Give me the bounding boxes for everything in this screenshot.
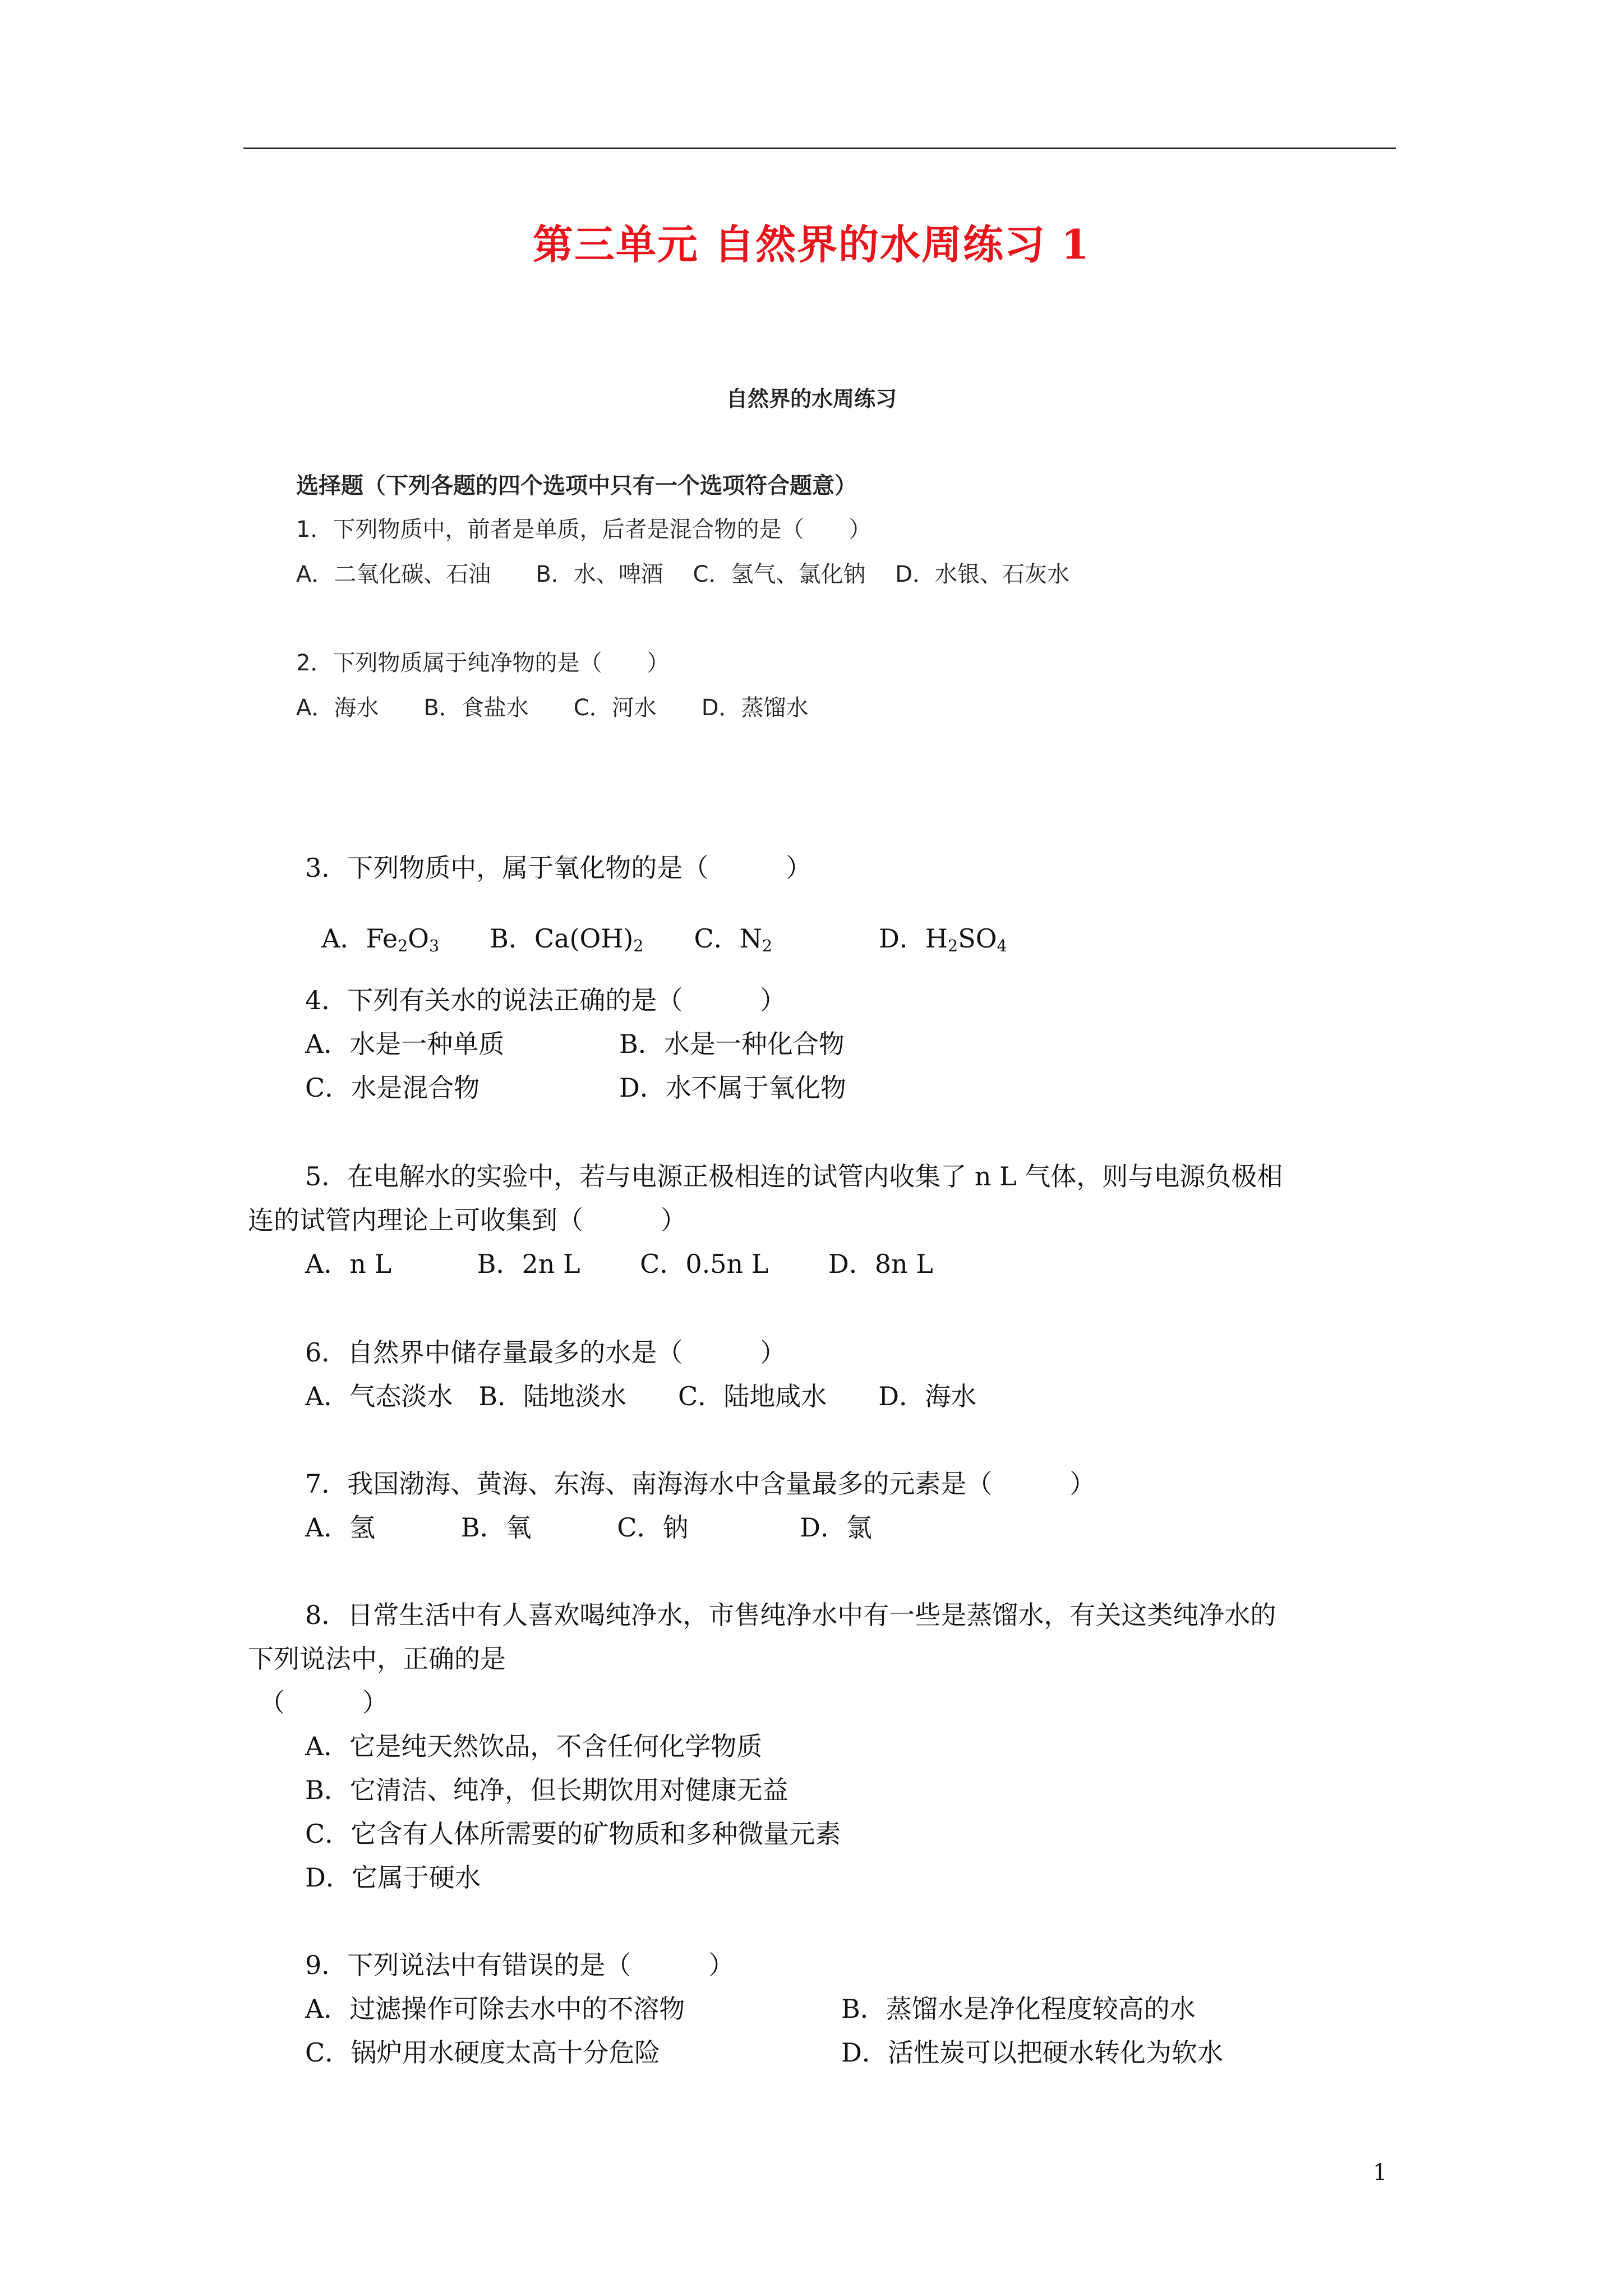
section-subtitle: 自然界的水周练习 xyxy=(726,386,897,411)
q5-stem-line1: 5．在电解水的实验中，若与电源正极相连的试管内收集了 n L 气体，则与电源负极相 xyxy=(305,1161,1283,1191)
q8-option-d: D．它属于硬水 xyxy=(305,1862,481,1893)
section-heading: 选择题（下列各题的四个选项中只有一个选项符合题意） xyxy=(296,473,857,499)
q8-stem-line2: 下列说法中，正确的是 xyxy=(248,1644,506,1674)
q7-options: A．氢 B．氧 C．钠 D．氯 xyxy=(305,1512,872,1543)
q1-options: A．二氧化碳、石油 B．水、啤酒 C．氢气、氯化钠 D．水银、石灰水 xyxy=(296,562,1069,587)
q3-option-d: D．$H_2SO_4$ xyxy=(879,923,1007,956)
q6-stem: 6．自然界中储存量最多的水是（ ） xyxy=(305,1337,786,1368)
q3-stem: 3．下列物质中，属于氧化物的是（ ） xyxy=(305,853,812,883)
q3-option-a: A．$Fe_2O_3$ xyxy=(321,923,440,956)
q7-stem: 7．我国渤海、黄海、东海、南海海水中含量最多的元素是（ ） xyxy=(305,1469,1096,1499)
q5-options: A．n L B．2n L C．0.5n L D．8n L xyxy=(305,1249,933,1279)
q8-option-a: A．它是纯天然饮品，不含任何化学物质 xyxy=(305,1731,763,1761)
page-title: 第三单元 自然界的水周练习 1 xyxy=(532,220,1091,268)
q2-stem: 2．下列物质属于纯净物的是（ ） xyxy=(296,650,670,676)
q8-option-c: C．它含有人体所需要的矿物质和多种微量元素 xyxy=(305,1819,841,1849)
q4-option-d: D．水不属于氧化物 xyxy=(619,1073,846,1103)
page-number: 1 xyxy=(1373,2160,1387,2185)
q9-option-d: D．活性炭可以把硬水转化为软水 xyxy=(841,2037,1223,2068)
q3-option-c: C．$N_2$ xyxy=(694,923,773,956)
q2-options: A．海水 B．食盐水 C．河水 D．蒸馏水 xyxy=(296,695,809,721)
q6-options: A．气态淡水 B．陆地淡水 C．陆地咸水 D．海水 xyxy=(305,1381,977,1411)
q5-stem-line2: 连的试管内理论上可收集到（ ） xyxy=(248,1205,686,1235)
q9-option-c: C．锅炉用水硬度太高十分危险 xyxy=(305,2037,661,2068)
q9-option-b: B．蒸馏水是净化程度较高的水 xyxy=(841,1994,1196,2024)
q9-stem: 9．下列说法中有错误的是（ ） xyxy=(305,1950,735,1980)
q8-stem-line3: （ ） xyxy=(259,1687,388,1718)
q4-option-a: A．水是一种单质 xyxy=(305,1029,505,1059)
header-rule xyxy=(243,148,1396,149)
q4-option-c: C．水是混合物 xyxy=(305,1073,480,1103)
q9-option-a: A．过滤操作可除去水中的不溶物 xyxy=(305,1994,685,2024)
q4-stem: 4．下列有关水的说法正确的是（ ） xyxy=(305,985,786,1015)
q3-options xyxy=(305,900,1007,956)
q8-option-b: B．它清洁、纯净，但长期饮用对健康无益 xyxy=(305,1775,789,1805)
q4-option-b: B．水是一种化合物 xyxy=(619,1029,845,1059)
q8-stem-line1: 8．日常生活中有人喜欢喝纯净水，市售纯净水中有一些是蒸馏水，有关这类纯净水的 xyxy=(305,1600,1276,1630)
q1-stem: 1．下列物质中，前者是单质，后者是混合物的是（ ） xyxy=(296,517,872,542)
q3-option-b: B．$Ca(OH)_2$ xyxy=(490,923,644,956)
